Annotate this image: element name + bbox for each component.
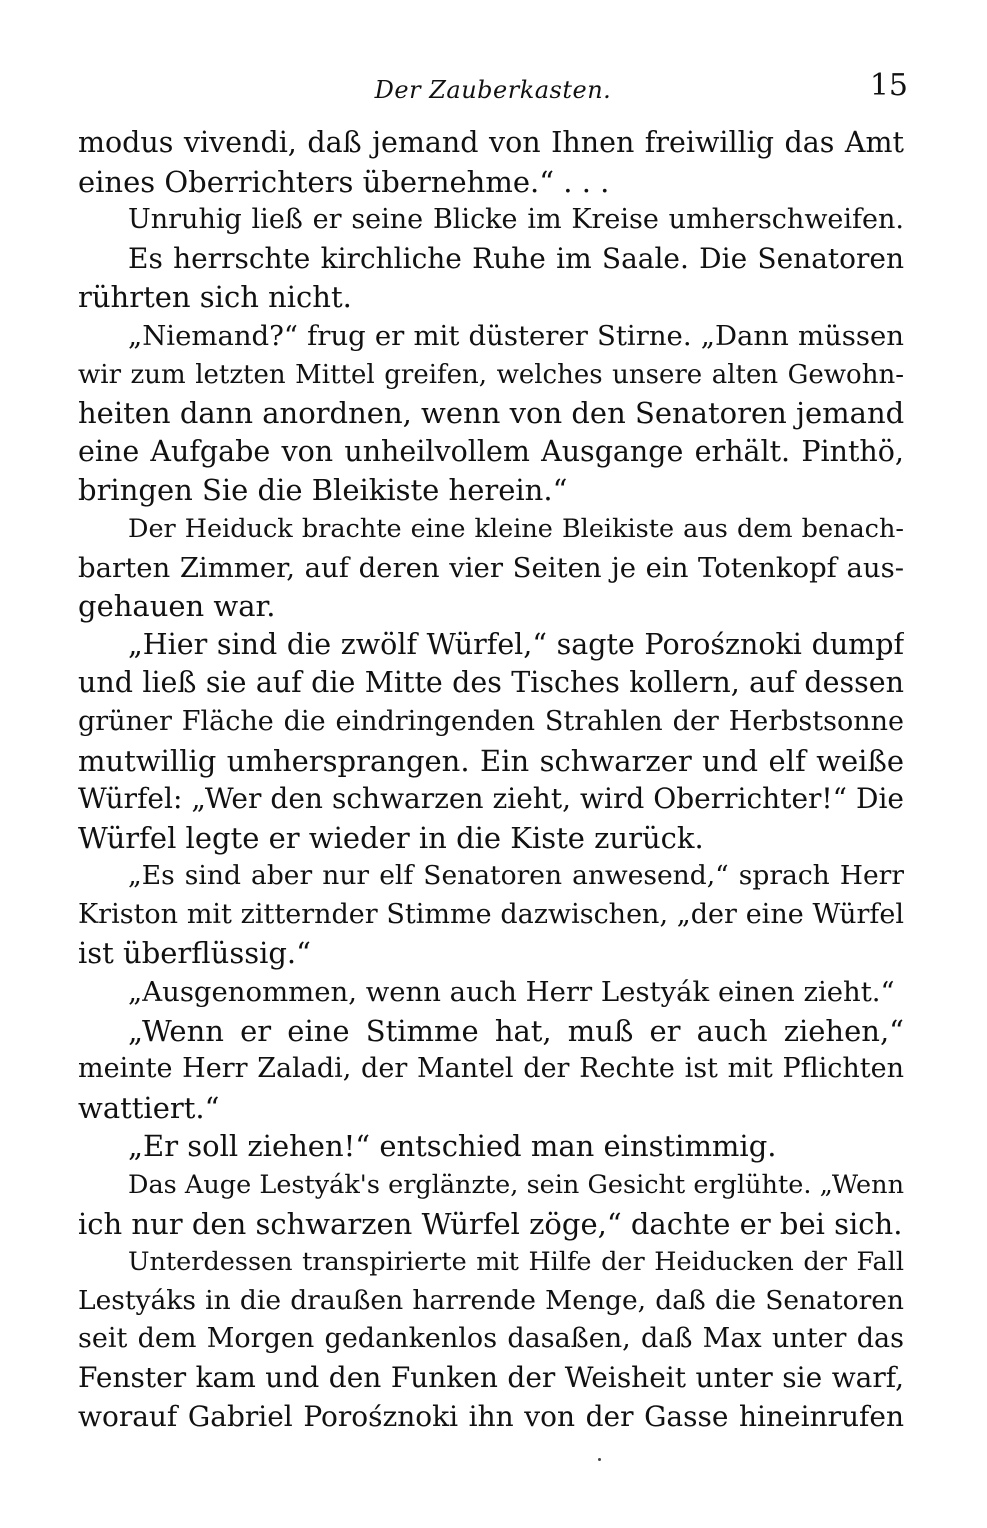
print-speck: [598, 1458, 601, 1461]
text-line: seit dem Morgen gedankenlos dasaßen, daß Max unter das: [78, 1323, 904, 1355]
text-line: bringen Sie die Bleikiste herein.“: [78, 473, 568, 508]
text-line: eines Oberrichters übernehme.“ . . .: [78, 164, 610, 199]
running-title: Der Zauberkasten.: [374, 76, 612, 104]
text-line: meinte Herr Zaladi, der Mantel der Rechte ist mit Pflichten: [78, 1053, 904, 1085]
page-number: 15: [869, 68, 908, 103]
text-line: worauf Gabriel Porośznoki ihn von der Gasse hineinrufen: [78, 1399, 904, 1433]
text-line: heiten dann anordnen, wenn von den Senatoren jemand: [78, 396, 904, 431]
text-line: und ließ sie auf die Mitte des Tisches kollern, auf dessen: [78, 666, 904, 700]
text-line: grüner Fläche die eindringenden Strahlen der Herbstsonne: [78, 705, 904, 737]
text-line: Unruhig ließ er seine Blicke im Kreise umherschweifen.: [128, 204, 904, 236]
text-line: ich nur den schwarzen Würfel zöge,“ dachte er bei sich.: [78, 1206, 903, 1241]
text-line: Der Heiduck brachte eine kleine Bleikiste aus dem benach-: [128, 513, 904, 544]
text-line: „Wenn er eine Stimme hat, muß er auch ziehen,“: [128, 1013, 904, 1048]
text-line: Unterdessen transpirierte mit Hilfe der Heiducken der Fall: [128, 1247, 904, 1278]
text-line: barten Zimmer, auf deren vier Seiten je ein Totenkopf aus-: [78, 551, 904, 584]
text-line: gehauen war.: [78, 589, 276, 624]
text-line: mutwillig umhersprangen. Ein schwarzer und elf weiße: [78, 743, 904, 778]
text-line: eine Aufgabe von unheilvollem Ausgange erhält. Pinthö,: [78, 434, 904, 468]
text-line: „Er soll ziehen!“ entschied man einstimmig.: [128, 1129, 777, 1164]
text-line: wir zum letzten Mittel greifen, welches unsere alten Gewohn-: [78, 359, 904, 390]
text-line: Fenster kam und den Funken der Weisheit unter sie warf,: [78, 1361, 904, 1394]
text-line: modus vivendi, daß jemand von Ihnen freiwillig das Amt: [78, 126, 904, 159]
text-line: Kriston mit zitternder Stimme dazwischen, „der eine Würfel: [78, 898, 904, 930]
text-line: Das Auge Lestyák's erglänzte, sein Gesicht erglühte. „Wenn: [128, 1170, 904, 1201]
text-line: „Ausgenommen, wenn auch Herr Lestyák einen zieht.“: [128, 976, 895, 1009]
text-line: ist überflüssig.“: [78, 936, 311, 971]
text-line: wattiert.“: [78, 1090, 220, 1125]
text-line: „Hier sind die zwölf Würfel,“ sagte Porośznoki dumpf: [128, 627, 904, 661]
text-line: Lestyáks in die draußen harrende Menge, daß die Senatoren: [78, 1284, 904, 1316]
text-line: rührten sich nicht.: [78, 280, 352, 315]
text-line: Es herrschte kirchliche Ruhe im Saale. Die Senatoren: [128, 241, 904, 275]
text-line: „Es sind aber nur elf Senatoren anwesend,“ sprach Herr: [128, 860, 904, 892]
text-line: „Niemand?“ frug er mit düsterer Stirne. „Dann müssen: [128, 319, 904, 352]
text-line: Würfel: „Wer den schwarzen zieht, wird Oberrichter!“ Die: [78, 782, 904, 816]
text-line: Würfel legte er wieder in die Kiste zurück.: [78, 820, 704, 855]
running-head: [78, 66, 908, 110]
body-text: [78, 124, 904, 1436]
